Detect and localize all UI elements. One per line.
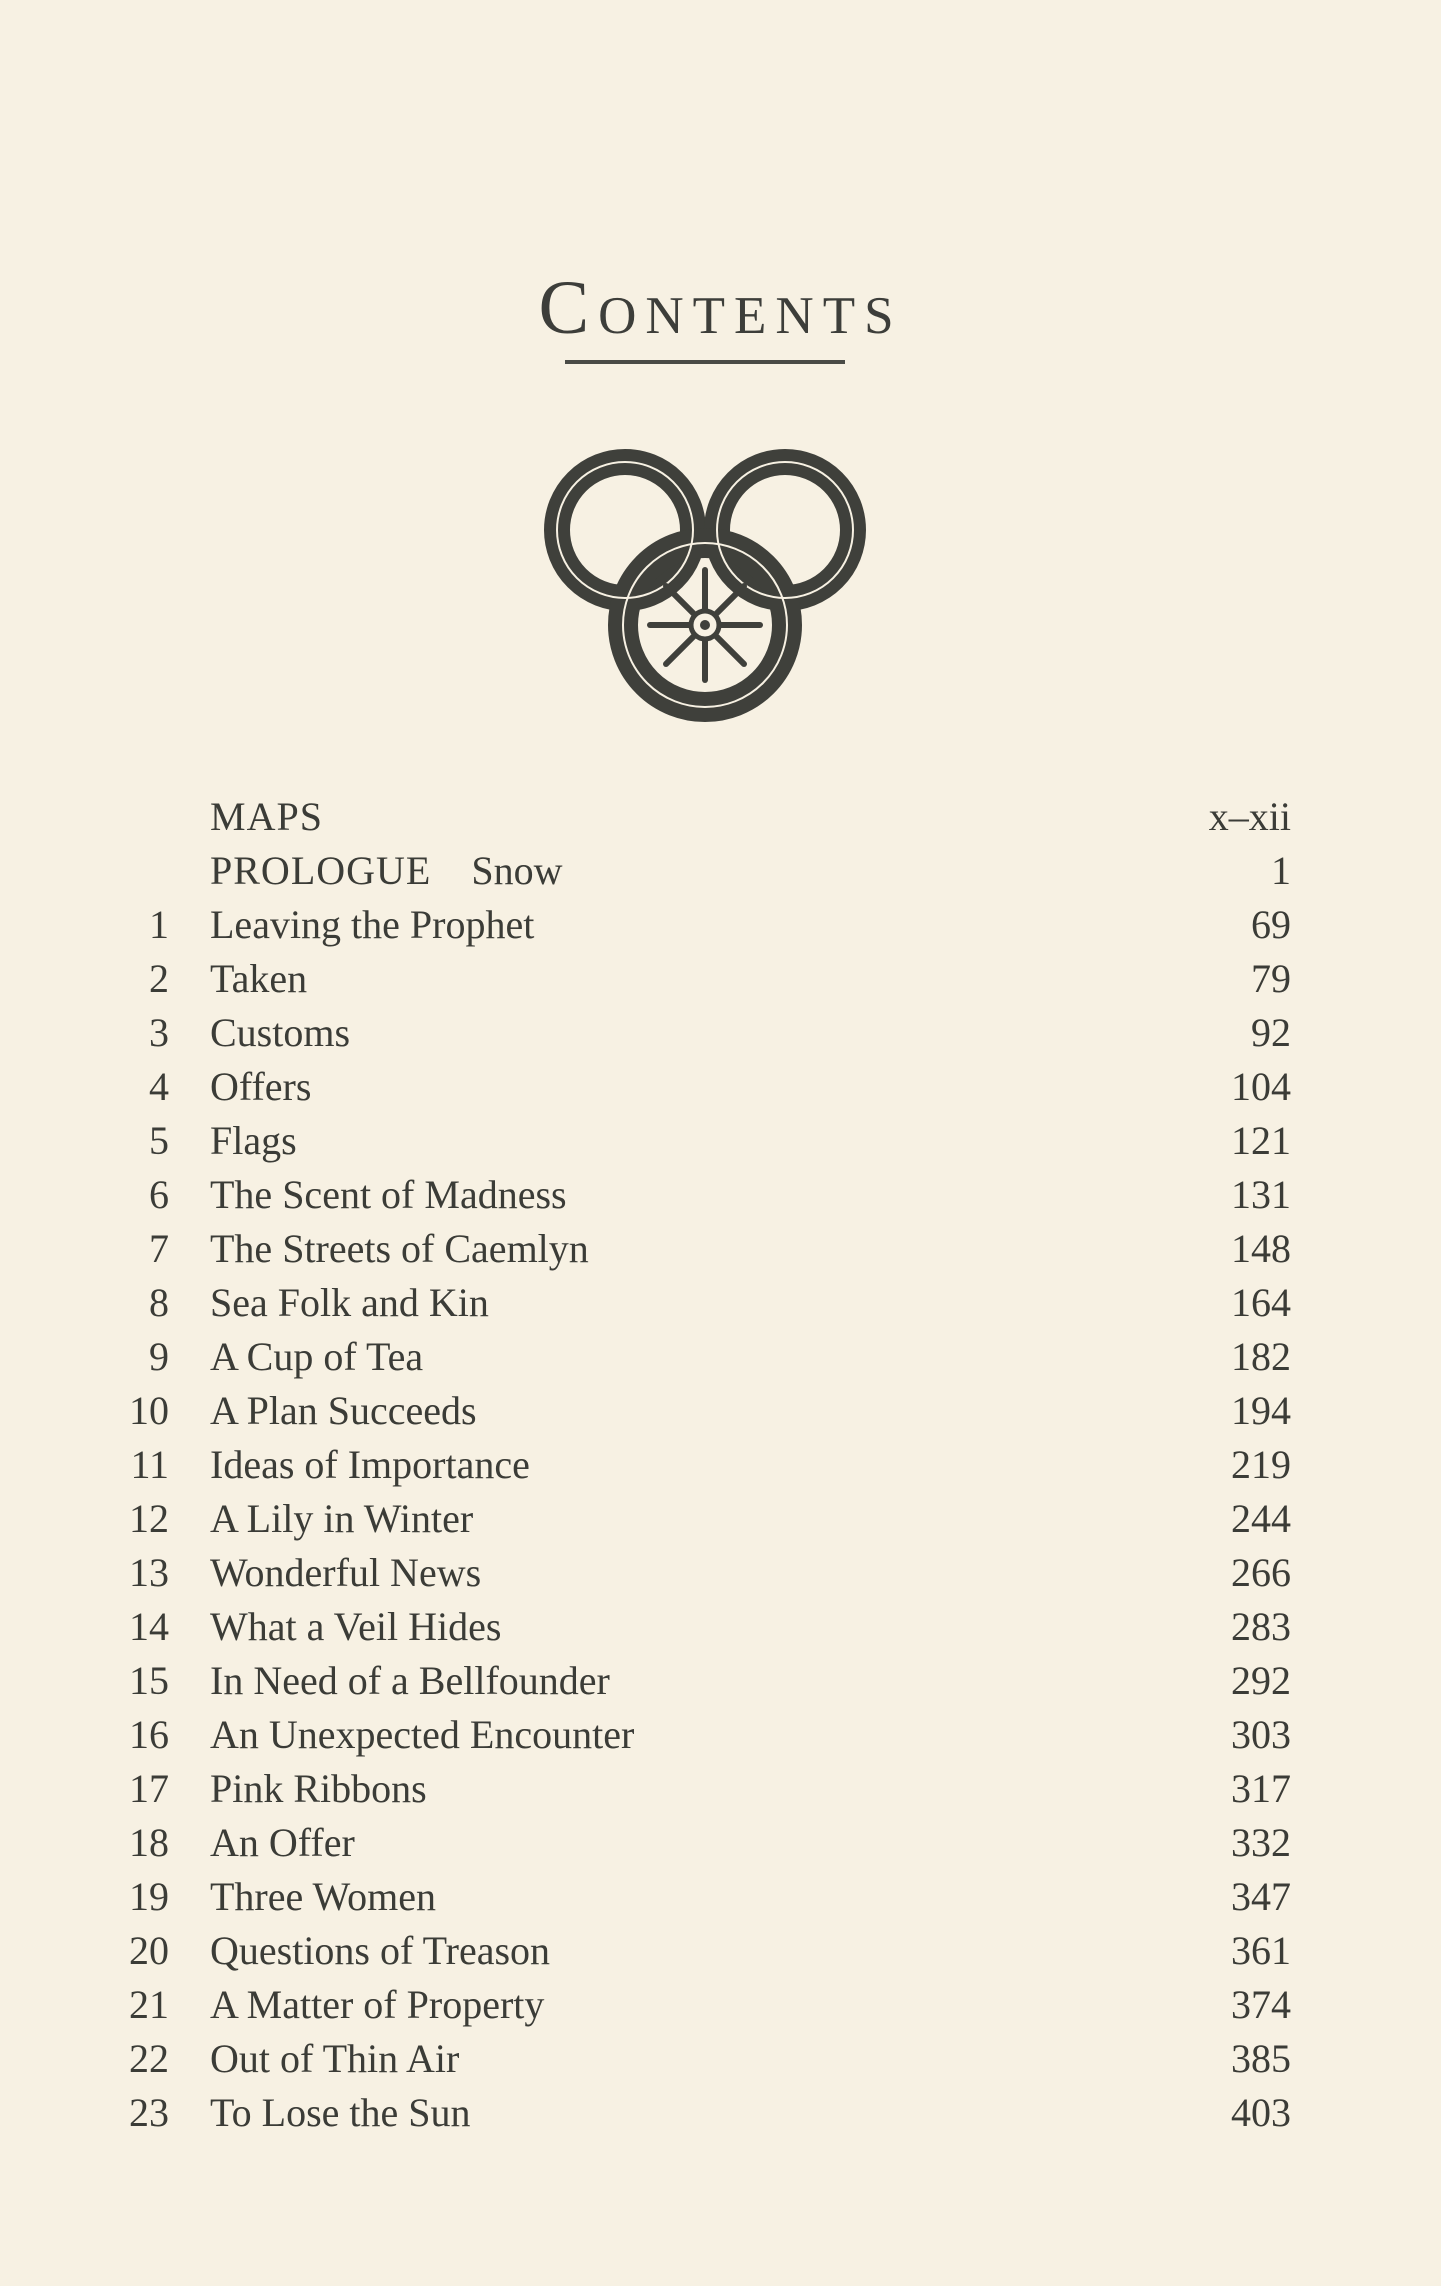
chapter-number: 14 (129, 1604, 169, 1649)
toc-row (0, 1114, 1441, 1168)
chapter-number: 11 (130, 1442, 169, 1487)
toc-row (0, 1654, 1441, 1708)
page-number: 194 (1231, 1388, 1291, 1433)
toc-row (0, 1978, 1441, 2032)
toc-row (0, 2032, 1441, 2086)
chapter-title: Customs (210, 1010, 351, 1055)
toc-row (0, 1276, 1441, 1330)
chapter-title: Pink Ribbons (210, 1766, 427, 1811)
chapter-title: Flags (210, 1118, 297, 1163)
chapter-number: 8 (149, 1280, 169, 1325)
chapter-title: The Streets of Caemlyn (210, 1226, 589, 1271)
chapter-number: 1 (149, 902, 169, 947)
page-number: 403 (1231, 2090, 1291, 2135)
page-number: 361 (1231, 1928, 1291, 1973)
toc-row (0, 2086, 1441, 2140)
chapter-title: Leaving the Prophet (210, 902, 535, 947)
chapter-title: Sea Folk and Kin (210, 1280, 489, 1325)
chapter-title-group (210, 844, 562, 898)
chapter-title: What a Veil Hides (210, 1604, 502, 1649)
chapter-title: A Matter of Property (210, 1982, 545, 2027)
chapter-subtitle: Snow (471, 848, 563, 893)
three-rings-wheel-emblem-icon (540, 435, 870, 735)
chapter-number: 4 (149, 1064, 169, 1109)
chapter-number: 18 (129, 1820, 169, 1865)
chapter-number: 15 (129, 1658, 169, 1703)
page-number: x–xii (1208, 794, 1291, 839)
chapter-title: To Lose the Sun (210, 2090, 471, 2135)
chapter-number: 12 (129, 1496, 169, 1541)
page-number: 303 (1231, 1712, 1291, 1757)
page-number: 104 (1231, 1064, 1291, 1109)
page-number: 219 (1231, 1442, 1291, 1487)
chapter-title: Wonderful News (210, 1550, 482, 1595)
toc-row (0, 1870, 1441, 1924)
toc-row (0, 1762, 1441, 1816)
toc-row (0, 1168, 1441, 1222)
page-number: 164 (1231, 1280, 1291, 1325)
chapter-title: The Scent of Madness (210, 1172, 567, 1217)
chapter-title: Three Women (210, 1874, 436, 1919)
toc-row (0, 790, 1441, 844)
chapter-title: PROLOGUE (210, 848, 432, 893)
chapter-title: An Unexpected Encounter (210, 1712, 635, 1757)
page-number: 131 (1231, 1172, 1291, 1217)
toc-row (0, 1330, 1441, 1384)
chapter-number: 10 (129, 1388, 169, 1433)
page-number: 244 (1231, 1496, 1291, 1541)
page-number: 121 (1231, 1118, 1291, 1163)
toc-row (0, 898, 1441, 952)
toc-row (0, 1438, 1441, 1492)
chapter-title: In Need of a Bellfounder (210, 1658, 610, 1703)
chapter-title: MAPS (210, 794, 323, 839)
toc-row (0, 1222, 1441, 1276)
toc-row (0, 1546, 1441, 1600)
chapter-title: Out of Thin Air (210, 2036, 460, 2081)
toc-row (0, 1708, 1441, 1762)
title-underline (565, 360, 845, 364)
page-number: 317 (1231, 1766, 1291, 1811)
toc-row (0, 1492, 1441, 1546)
page-number: 332 (1231, 1820, 1291, 1865)
chapter-number: 19 (129, 1874, 169, 1919)
page-number: 1 (1271, 848, 1291, 893)
page-title: Contents (538, 266, 903, 350)
chapter-number: 23 (129, 2090, 169, 2135)
page-number: 292 (1231, 1658, 1291, 1703)
chapter-title: A Lily in Winter (210, 1496, 474, 1541)
chapter-number: 22 (129, 2036, 169, 2081)
chapter-number: 20 (129, 1928, 169, 1973)
chapter-number: 7 (149, 1226, 169, 1271)
chapter-title: Ideas of Importance (210, 1442, 530, 1487)
chapter-number: 16 (129, 1712, 169, 1757)
toc-row (0, 952, 1441, 1006)
page-number: 283 (1231, 1604, 1291, 1649)
toc-row (0, 1006, 1441, 1060)
toc-row (0, 1600, 1441, 1654)
page-number: 374 (1231, 1982, 1291, 2027)
chapter-title: A Plan Succeeds (210, 1388, 477, 1433)
toc-row (0, 844, 1441, 898)
chapter-number: 5 (149, 1118, 169, 1163)
page-number: 385 (1231, 2036, 1291, 2081)
page-number: 69 (1251, 902, 1291, 947)
toc-row (0, 1816, 1441, 1870)
chapter-title: Taken (210, 956, 308, 1001)
page-number: 347 (1231, 1874, 1291, 1919)
chapter-title: A Cup of Tea (210, 1334, 424, 1379)
chapter-title: An Offer (210, 1820, 355, 1865)
chapter-number: 3 (149, 1010, 169, 1055)
toc-row (0, 1924, 1441, 1978)
page-number: 266 (1231, 1550, 1291, 1595)
chapter-number: 17 (129, 1766, 169, 1811)
chapter-number: 13 (129, 1550, 169, 1595)
chapter-title: Questions of Treason (210, 1928, 551, 1973)
chapter-number: 21 (129, 1982, 169, 2027)
page-number: 92 (1251, 1010, 1291, 1055)
page-number: 148 (1231, 1226, 1291, 1271)
chapter-number: 9 (149, 1334, 169, 1379)
toc-row (0, 1060, 1441, 1114)
chapter-number: 2 (149, 956, 169, 1001)
chapter-number: 6 (149, 1172, 169, 1217)
chapter-title: Offers (210, 1064, 312, 1109)
toc-row (0, 1384, 1441, 1438)
page-number: 182 (1231, 1334, 1291, 1379)
page-number: 79 (1251, 956, 1291, 1001)
